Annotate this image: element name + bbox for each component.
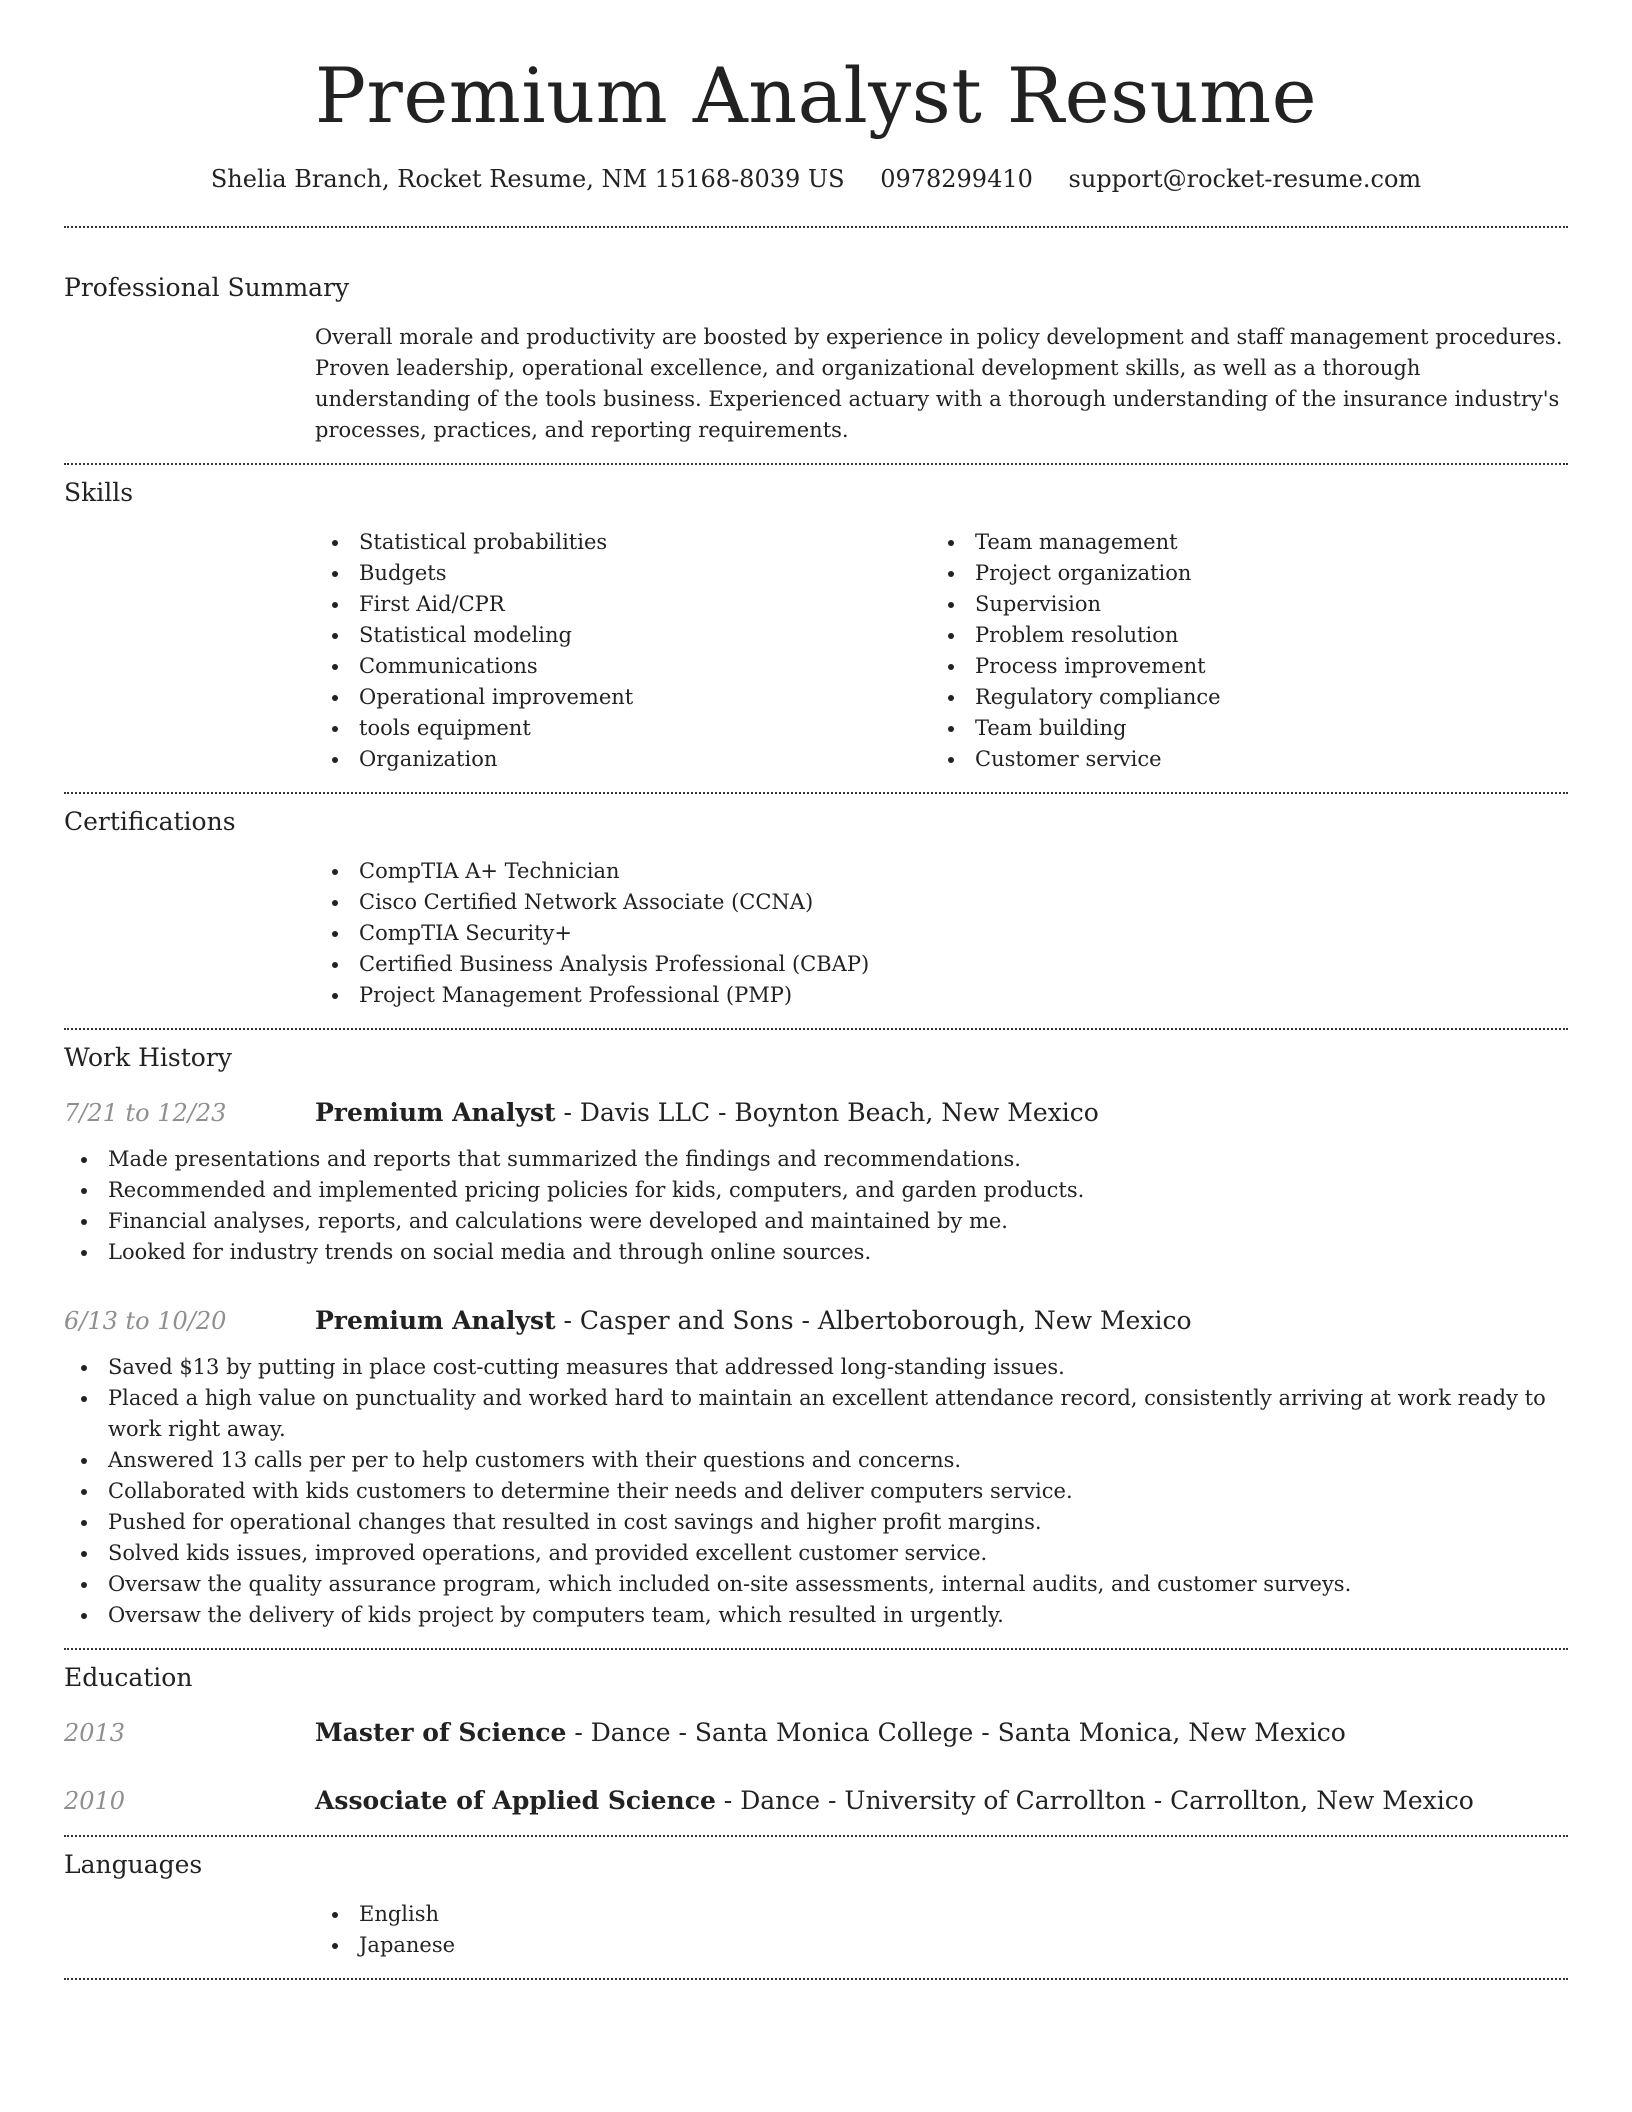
job-bullet: Answered 13 calls per per to help customers with their questions and concerns. <box>64 1445 1568 1476</box>
skills-list-left <box>315 527 931 775</box>
section-title: Professional Summary <box>64 273 350 302</box>
education-entry <box>64 1784 1568 1818</box>
skill-item: Statistical modeling <box>315 620 931 651</box>
job-heading <box>315 1096 1099 1130</box>
certifications-content <box>315 856 1568 1011</box>
skill-item: Team building <box>931 713 1547 744</box>
certification-item: CompTIA A+ Technician <box>315 856 1568 887</box>
skill-item: Budgets <box>315 558 931 589</box>
education-year: 2013 <box>64 1719 126 1747</box>
job-dates: 7/21 to 12/23 <box>64 1099 227 1127</box>
skills-list-right <box>931 527 1547 775</box>
job-bullets <box>64 1144 1568 1268</box>
job-bullet: Placed a high value on punctuality and worked hard to maintain an excellent attendance record, consistently arriving at work ready to work right away. <box>64 1383 1568 1445</box>
skill-item: Project organization <box>931 558 1547 589</box>
skill-item: Operational improvement <box>315 682 931 713</box>
job-header <box>64 1304 1568 1338</box>
skill-item: Process improvement <box>931 651 1547 682</box>
job-title: Premium Analyst <box>315 1098 556 1127</box>
skill-item: Organization <box>315 744 931 775</box>
certifications-list <box>315 856 1568 1011</box>
contact-email: support@rocket-resume.com <box>1068 165 1422 193</box>
resume-title: Premium Analyst Resume <box>314 51 1318 140</box>
section-title: Education <box>64 1663 193 1692</box>
skill-item: Regulatory compliance <box>931 682 1547 713</box>
job-bullet: Recommended and implemented pricing policies for kids, computers, and garden products. <box>64 1175 1568 1206</box>
skill-item: First Aid/CPR <box>315 589 931 620</box>
certification-item: CompTIA Security+ <box>315 918 1568 949</box>
education-heading <box>315 1716 1346 1750</box>
section-divider <box>64 1978 1568 1980</box>
job-entry <box>64 1304 1568 1631</box>
languages-content <box>315 1899 1568 1961</box>
job-bullets <box>64 1352 1568 1631</box>
resume-page <box>64 0 1568 1980</box>
education-details: - Dance - University of Carrollton - Carrollton, New Mexico <box>715 1786 1474 1815</box>
skill-item: Communications <box>315 651 931 682</box>
certifications-section <box>64 794 1568 1011</box>
education-details: - Dance - Santa Monica College - Santa Monica, New Mexico <box>566 1718 1346 1747</box>
education-section <box>64 1650 1568 1818</box>
job-employer: - Davis LLC - Boynton Beach, New Mexico <box>555 1098 1099 1127</box>
certification-item: Certified Business Analysis Professional (CBAP) <box>315 949 1568 980</box>
degree-title: Associate of Applied Science <box>315 1786 716 1815</box>
job-employer: - Casper and Sons - Albertoborough, New Mexico <box>555 1306 1192 1335</box>
job-dates: 6/13 to 10/20 <box>64 1307 227 1335</box>
job-bullet: Solved kids issues, improved operations, and provided excellent customer service. <box>64 1538 1568 1569</box>
section-title: Work History <box>64 1043 232 1072</box>
job-bullet: Saved $13 by putting in place cost-cutting measures that addressed long-standing issues. <box>64 1352 1568 1383</box>
language-item: English <box>315 1899 1568 1930</box>
work-history-section <box>64 1030 1568 1631</box>
job-bullet: Oversaw the delivery of kids project by computers team, which resulted in urgently. <box>64 1600 1568 1631</box>
job-bullet: Made presentations and reports that summarized the findings and recommendations. <box>64 1144 1568 1175</box>
job-header <box>64 1096 1568 1130</box>
section-title: Skills <box>64 478 134 507</box>
contact-address: Shelia Branch, Rocket Resume, NM 15168-8039 US <box>210 165 845 193</box>
summary-text: Overall morale and productivity are boosted by experience in policy development and staff management procedures. Proven leadership, operational excellence, and organizational development skills, as well as a thorough understanding of the tools business. Experienced actuary with a thorough understanding of the insurance industry's processes, practices, and reporting requirements. <box>315 325 1563 442</box>
education-entry <box>64 1716 1568 1750</box>
skill-item: tools equipment <box>315 713 931 744</box>
skills-section <box>64 465 1568 775</box>
summary-content <box>315 322 1568 446</box>
skill-item: Problem resolution <box>931 620 1547 651</box>
section-title: Certifications <box>64 807 236 836</box>
skill-item: Statistical probabilities <box>315 527 931 558</box>
job-bullet: Oversaw the quality assurance program, which included on-site assessments, internal audits, and customer surveys. <box>64 1569 1568 1600</box>
job-bullet: Collaborated with kids customers to determine their needs and deliver computers service. <box>64 1476 1568 1507</box>
contact-phone: 0978299410 <box>880 165 1033 193</box>
languages-section <box>64 1837 1568 1961</box>
languages-list <box>315 1899 1568 1961</box>
job-title: Premium Analyst <box>315 1306 556 1335</box>
summary-section <box>64 228 1568 446</box>
education-heading <box>315 1784 1474 1818</box>
skill-item: Team management <box>931 527 1547 558</box>
skill-item: Supervision <box>931 589 1547 620</box>
job-entry <box>64 1096 1568 1268</box>
job-heading <box>315 1304 1192 1338</box>
degree-title: Master of Science <box>315 1718 567 1747</box>
skills-grid <box>315 527 1568 775</box>
section-title: Languages <box>64 1850 203 1879</box>
education-year: 2010 <box>64 1787 126 1815</box>
certification-item: Project Management Professional (PMP) <box>315 980 1568 1011</box>
skill-item: Customer service <box>931 744 1547 775</box>
job-bullet: Looked for industry trends on social media and through online sources. <box>64 1237 1568 1268</box>
job-bullet: Financial analyses, reports, and calculations were developed and maintained by me. <box>64 1206 1568 1237</box>
contact-line <box>64 162 1568 196</box>
certification-item: Cisco Certified Network Associate (CCNA) <box>315 887 1568 918</box>
language-item: Japanese <box>315 1930 1568 1961</box>
job-bullet: Pushed for operational changes that resulted in cost savings and higher profit margins. <box>64 1507 1568 1538</box>
